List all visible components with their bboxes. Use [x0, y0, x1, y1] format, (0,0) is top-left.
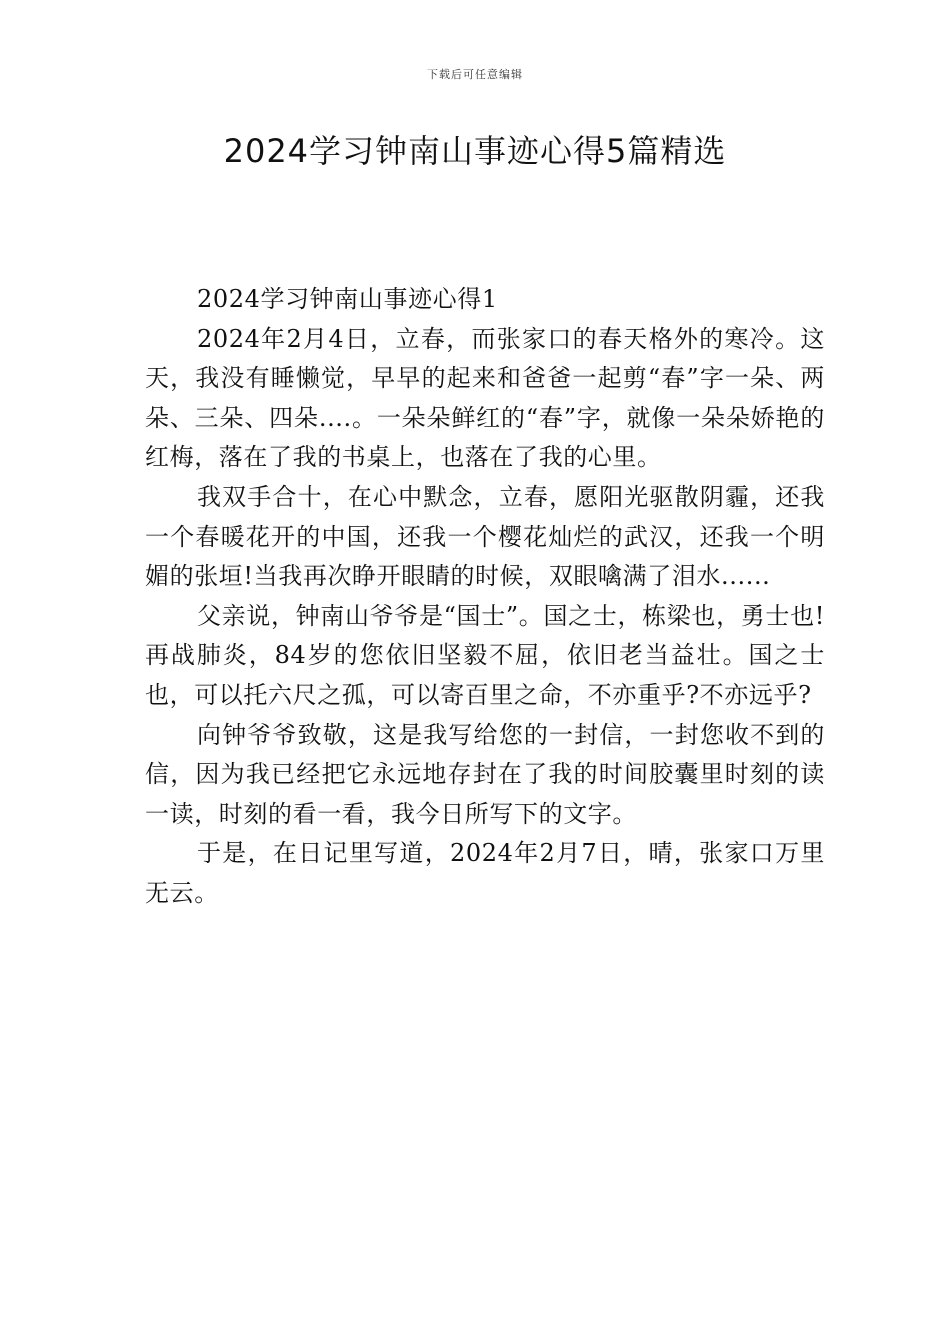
- section-heading: 2024学习钟南山事迹心得1: [197, 285, 498, 313]
- header-note: 下载后可任意编辑: [427, 68, 523, 81]
- document-body: [145, 280, 825, 914]
- paragraph: 父亲说，钟南山爷爷是“国士”。国之士，栋梁也，勇士也!再战肺炎，84岁的您依旧坚毅不屈，依旧老当益壮。国之士也，可以托六尺之孤，可以寄百里之命，不亦重乎?不亦远乎?: [145, 601, 825, 709]
- paragraph: 我双手合十，在心中默念，立春，愿阳光驱散阴霾，还我一个春暖花开的中国，还我一个樱花灿烂的武汉，还我一个明媚的张垣!当我再次睁开眼睛的时候，双眼噙满了泪水......: [145, 482, 825, 591]
- paragraph: 向钟爷爷致敬，这是我写给您的一封信，一封您收不到的信，因为我已经把它永远地存封在了我的时间胶囊里时刻的读一读，时刻的看一看，我今日所写下的文字。: [145, 720, 825, 828]
- paragraph: 于是，在日记里写道，2024年2月7日，晴，张家口万里无云。: [145, 839, 825, 907]
- paragraph: 2024年2月4日，立春，而张家口的春天格外的寒冷。这天，我没有睡懒觉，早早的起来和爸爸一起剪“春”字一朵、两朵、三朵、四朵....。一朵朵鲜红的“春”字，就像一朵朵娇艳的红梅，落在了我的书桌上，也落在了我的心里。: [145, 324, 825, 472]
- document-title: 2024学习钟南山事迹心得5篇精选: [223, 132, 727, 170]
